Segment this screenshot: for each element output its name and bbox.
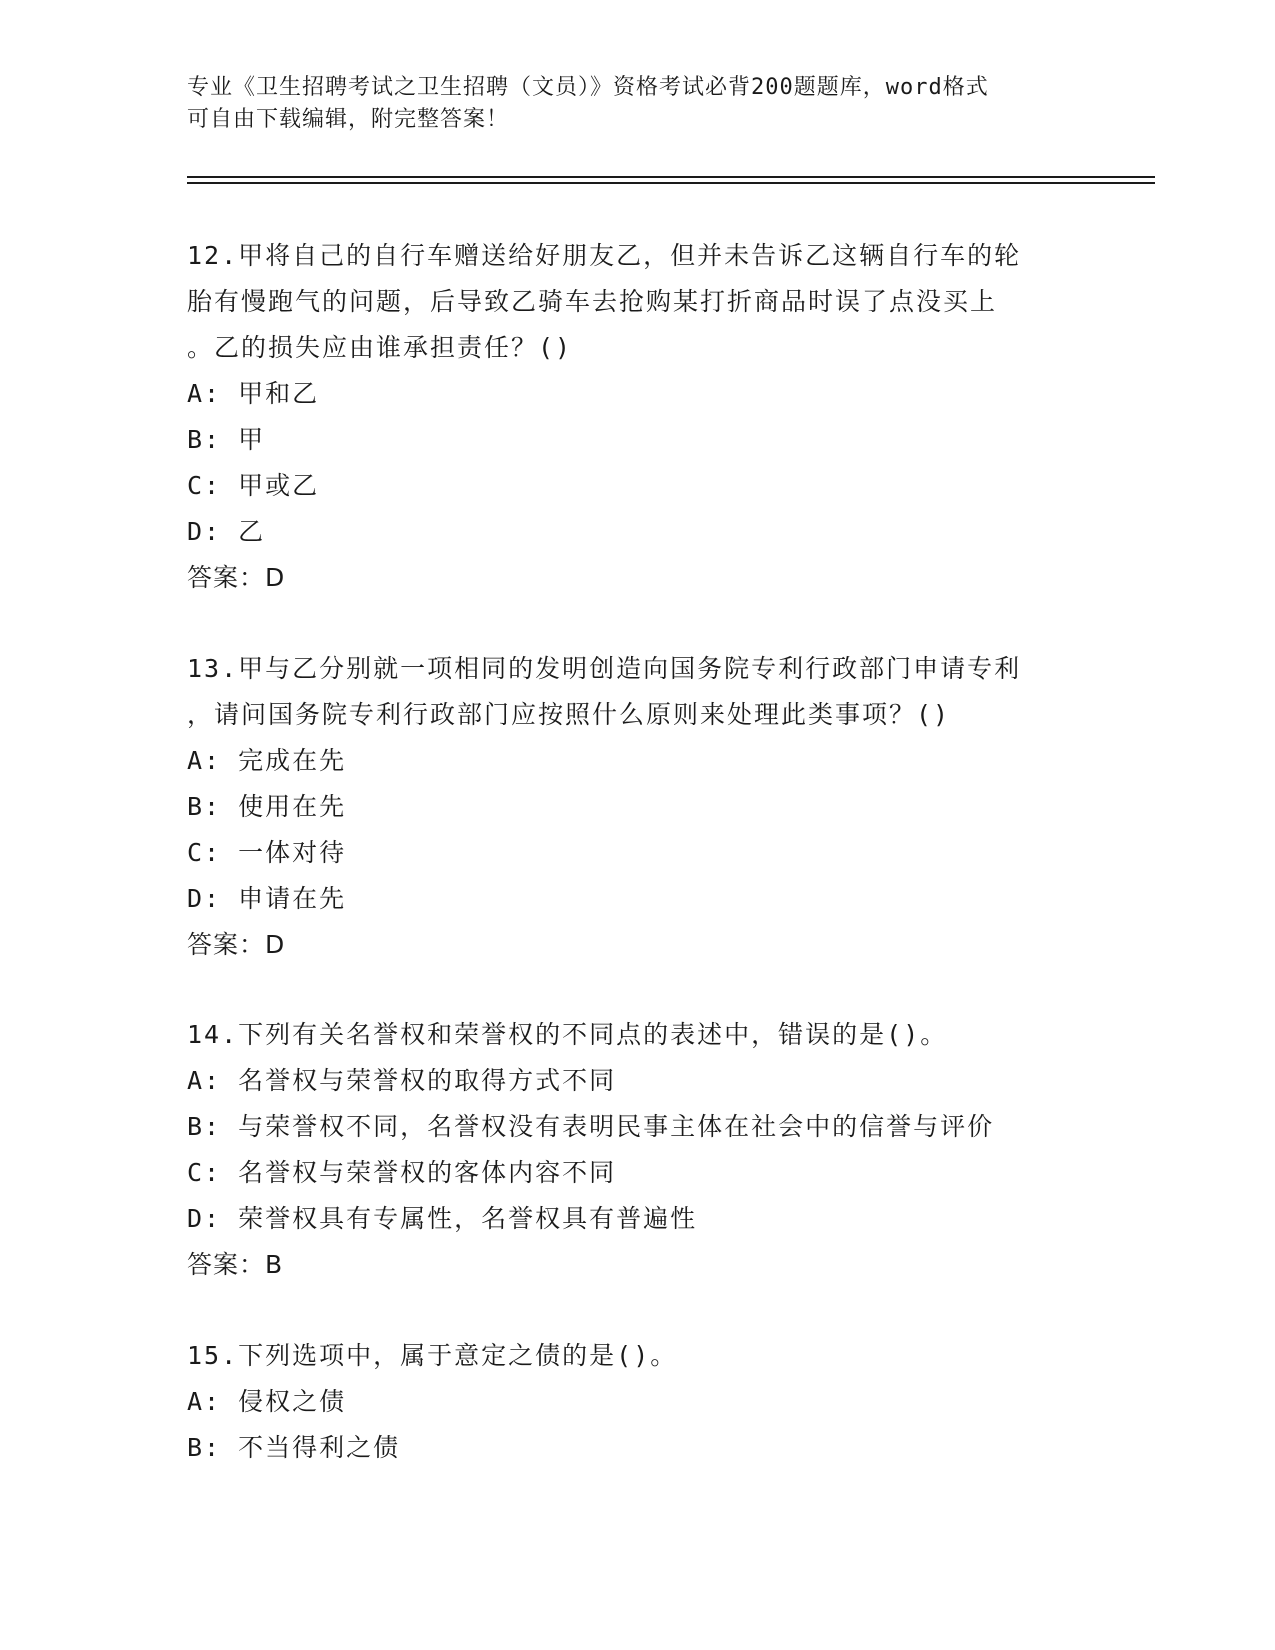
header-line-2: 可自由下载编辑，附完整答案！ <box>187 107 510 132</box>
question-15 <box>187 1333 1087 1471</box>
question-13 <box>187 646 1087 968</box>
answer-line: 答案：B <box>187 1250 284 1279</box>
option-c: C: 甲或乙 <box>187 471 320 500</box>
option-b: B: 与荣誉权不同，名誉权没有表明民事主体在社会中的信誉与评价 <box>187 1112 995 1141</box>
option-a: A: 甲和乙 <box>187 379 320 408</box>
answer-line: 答案：D <box>187 563 286 592</box>
option-c: C: 名誉权与荣誉权的客体内容不同 <box>187 1158 617 1187</box>
option-a: A: 完成在先 <box>187 746 347 775</box>
answer-line: 答案：D <box>187 930 286 959</box>
option-a: A: 侵权之债 <box>187 1387 347 1416</box>
option-a: A: 名誉权与荣誉权的取得方式不同 <box>187 1066 617 1095</box>
document-header <box>187 72 1087 136</box>
question-text-line: 14.下列有关名誉权和荣誉权的不同点的表述中，错误的是()。 <box>187 1020 948 1049</box>
header-rule-top <box>187 176 1155 178</box>
question-14 <box>187 1012 1087 1288</box>
question-text-line: 15.下列选项中，属于意定之债的是()。 <box>187 1341 678 1370</box>
option-d: D: 荣誉权具有专属性，名誉权具有普遍性 <box>187 1204 698 1233</box>
question-text-line: ，请问国务院专利行政部门应按照什么原则来处理此类事项？() <box>187 700 951 729</box>
option-c: C: 一体对待 <box>187 838 347 867</box>
option-d: D: 乙 <box>187 517 266 546</box>
header-line-1: 专业《卫生招聘考试之卫生招聘（文员）》资格考试必背200题题库，word格式 <box>187 75 989 100</box>
question-text-line: 。乙的损失应由谁承担责任？() <box>187 333 573 362</box>
option-b: B: 使用在先 <box>187 792 347 821</box>
question-text-line: 13.甲与乙分别就一项相同的发明创造向国务院专利行政部门申请专利 <box>187 654 1022 683</box>
header-rule-bottom <box>187 182 1155 184</box>
option-b: B: 甲 <box>187 425 266 454</box>
question-text-line: 12.甲将自己的自行车赠送给好朋友乙，但并未告诉乙这辆自行车的轮 <box>187 241 1022 270</box>
question-12 <box>187 233 1087 601</box>
question-text-line: 胎有慢跑气的问题，后导致乙骑车去抢购某打折商品时误了点没买上 <box>187 287 998 316</box>
option-d: D: 申请在先 <box>187 884 347 913</box>
option-b: B: 不当得利之债 <box>187 1433 401 1462</box>
